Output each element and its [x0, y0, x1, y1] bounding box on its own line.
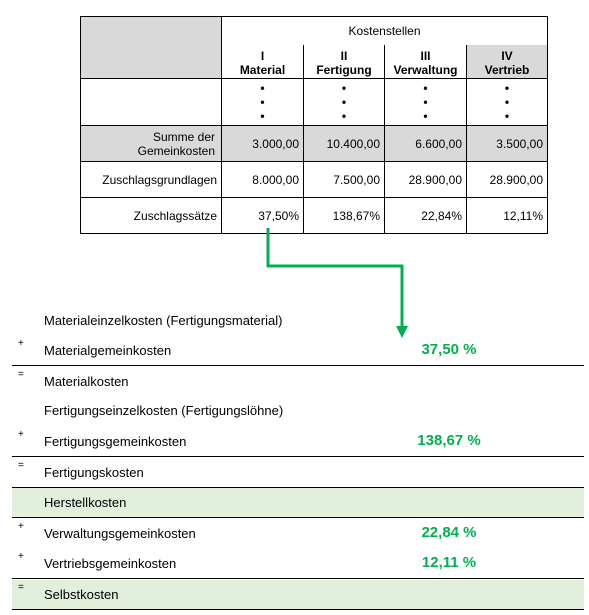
summe-value-verwaltung: 6.600,00: [385, 126, 467, 162]
scheme-label: Materialeinzelkosten (Fertigungsmaterial): [44, 313, 283, 328]
scheme-row-fertigungskosten: [12, 458, 584, 488]
summe-label: Summe der Gemeinkosten: [81, 126, 222, 162]
scheme-row-materialkosten: [12, 367, 584, 396]
scheme-row-fertigungsgemeinkosten: [12, 427, 584, 457]
kostenstellen-header: Kostenstellen: [222, 17, 548, 46]
ellipsis-dots: • • •: [304, 79, 385, 126]
column-name: Vertrieb: [484, 63, 530, 77]
column-numeral: II: [340, 49, 348, 63]
scheme-row-herstellkosten: [12, 488, 584, 518]
grundlagen-value-verwaltung: 28.900,00: [385, 162, 467, 198]
ellipsis-dots: • • •: [467, 79, 548, 126]
plus-operator: +: [18, 521, 24, 532]
scheme-label: Verwaltungsgemeinkosten: [44, 526, 196, 541]
column-name: Verwaltung: [393, 63, 458, 77]
scheme-label: Fertigungsgemeinkosten: [44, 434, 187, 449]
scheme-label: Selbstkosten: [44, 587, 119, 602]
summe-value-material: 3.000,00: [222, 126, 304, 162]
scheme-row-selbstkosten: [12, 580, 584, 610]
column-numeral: III: [420, 49, 431, 63]
zuschlag-percent-verwaltung: 22,84 %: [421, 524, 477, 541]
scheme-row-verwaltungsgemeinkosten: [12, 519, 584, 548]
scheme-label: Vertriebsgemeinkosten: [44, 556, 177, 571]
saetze-value-material: 37,50%: [222, 198, 304, 234]
grundlagen-value-fertigung: 7.500,00: [304, 162, 385, 198]
ellipsis-dots: • • •: [385, 79, 467, 126]
equals-operator: =: [18, 582, 24, 593]
column-name: Fertigung: [316, 63, 372, 77]
scheme-label: Materialkosten: [44, 374, 129, 389]
grundlagen-value-vertrieb: 28.900,00: [467, 162, 548, 198]
saetze-value-vertrieb: 12,11%: [467, 198, 548, 234]
scheme-row-fertigungseinzelkosten: [12, 396, 584, 425]
scheme-label: Herstellkosten: [44, 495, 127, 510]
plus-operator: +: [18, 338, 24, 349]
grundlagen-value-material: 8.000,00: [222, 162, 304, 198]
zuschlag-percent-vertrieb: 12,11 %: [421, 554, 477, 571]
plus-operator: +: [18, 551, 24, 562]
equals-operator: =: [18, 369, 24, 380]
plus-operator: +: [18, 429, 24, 440]
scheme-row-vertriebsgemeinkosten: [12, 549, 584, 579]
zuschlag-percent-fertigung: 138,67 %: [417, 432, 481, 449]
ellipsis-dots: • • •: [222, 79, 304, 126]
saetze-label: Zuschlagssätze: [81, 198, 222, 234]
saetze-value-verwaltung: 22,84%: [385, 198, 467, 234]
equals-operator: =: [18, 460, 24, 471]
summe-value-fertigung: 10.400,00: [304, 126, 385, 162]
scheme-label: Fertigungskosten: [44, 465, 144, 480]
column-name: Material: [239, 63, 286, 77]
scheme-label: Materialgemeinkosten: [44, 343, 172, 358]
column-numeral: I: [260, 49, 265, 63]
zuschlag-percent-material: 37,50 %: [421, 341, 477, 358]
scheme-row-materialgemeinkosten: [12, 336, 584, 366]
saetze-value-fertigung: 138,67%: [304, 198, 385, 234]
column-numeral: IV: [501, 49, 513, 63]
summe-value-vertrieb: 3.500,00: [467, 126, 548, 162]
grundlagen-label: Zuschlagsgrundlagen: [81, 162, 222, 198]
scheme-label: Fertigungseinzelkosten (Fertigungslöhne): [44, 403, 284, 418]
scheme-row-materialeinzelkosten: [12, 306, 584, 335]
